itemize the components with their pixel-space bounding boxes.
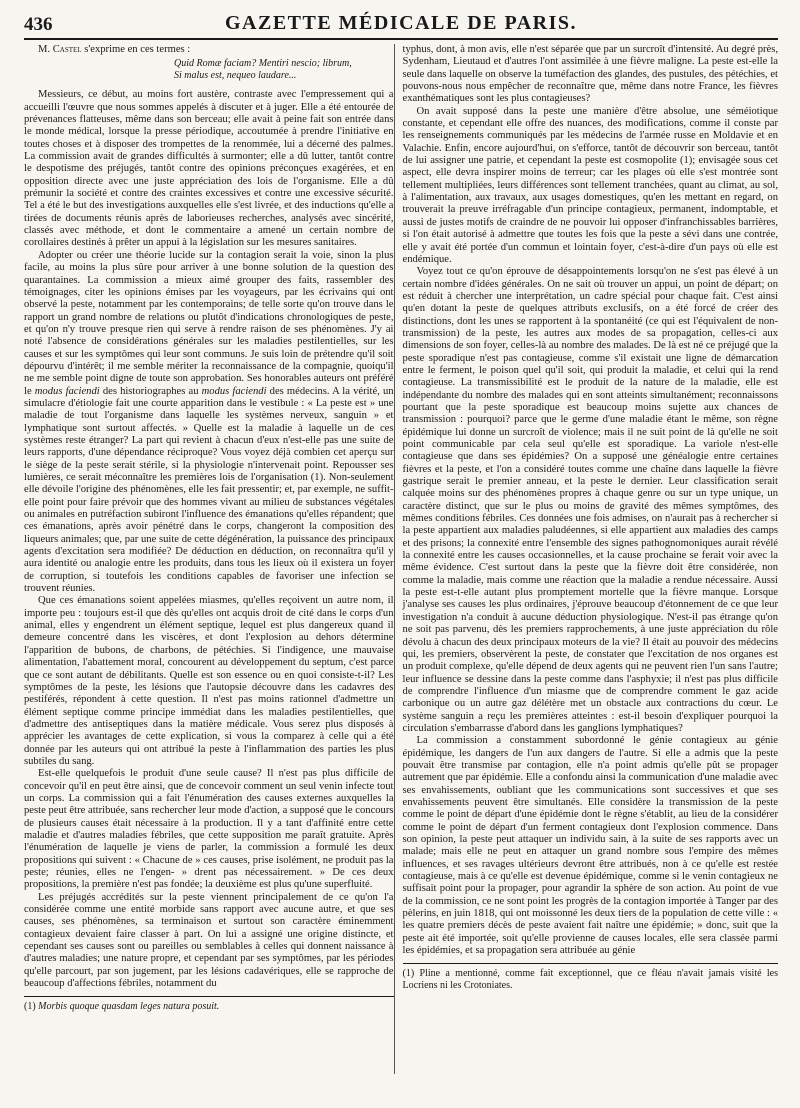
paragraph: Est-elle quelquefois le produit d'une seule cause? Il n'est pas plus difficile de concevoir qu'il en peut être ainsi, que de concevoir comment un seul venin infecte tout un corps. La commission qui a fait l'énumération des causes externes auxquelles la peste peut être attribuée, sans rechercher leur mode d'action, a supposé que le concours de plusieurs causes était nécessaire à la production. Il y a tant d'affinité entre cette maladie et d'autres maladies fébriles, que cette supposition me paraît gratuite. Après l'énumération de laquelle je viens de parler, la commission a formulé les deux propositions qui suivent : « Chacune de » ces causes, prise isolément, ne produit pas la peste; réunies, elles ne l'engen- » drent pas nécessairement. » De ces deux propositions, la première n'est pas fondée; la deuxième est plus qu'une superfluité. [24, 768, 394, 891]
emphasis: modus faciendi [34, 385, 100, 397]
page-header [24, 12, 778, 40]
text-run: des historiographes au [99, 385, 202, 397]
left-column [24, 44, 394, 1074]
emphasis: modus faciendi [201, 385, 267, 397]
paragraph: Que ces émanations soient appelées miasmes, qu'elles reçoivent un autre nom, il importe peu : toujours est-il que dès qu'elles ont acquis droit de cité dans le corps d'un animal, elles y engendrent un élément septique, lequel est plus dangereux quand il demeure concentré dans les viscères, et dont l'explosion au dehors détermine l'apparition de bubons, de charbons, de pétéchies. Si l'indigence, une mauvaise alimentation, l'abattement moral, concourent au développement du septum, c'est parce que ce sont autant de débilitants. Quelle est son essence ou en quoi consiste-t-il? Les symptômes de la peste, les lésions que l'autopsie découvre dans les cadavres des pestiférés, répondent à cette question. Il n'est pas moins rationnel d'admettre un élément septique comme principe immédiat dans les maladies pestilentielles, que d'admettre des antiseptiques dans la matière médicale. Vous serez plus disposés à apprécier les avantages de cette explication, si vous la comparez à celle qui a été donnée par les auteurs qui ont attribué la peste à l'inflammation des parties les plus subtiles du sang. [24, 595, 394, 767]
speaker-name: M. Castel [38, 44, 82, 55]
paragraph [24, 250, 394, 596]
footnote-divider [24, 996, 394, 997]
right-column [394, 44, 778, 1074]
footnote-text: Morbis quoque quasdam leges natura posuit. [38, 1001, 220, 1013]
epigraph-line-1: Quid Romæ faciam? Mentiri nescio; librum, [174, 58, 352, 70]
footnote-text: Pline a mentionné, comme fait exceptionnel, que ce fléau n'avait jamais visité les Locriens ni les Crotoniates. [402, 968, 778, 992]
text-run: Adopter ou créer une théorie lucide sur la contagion serait la voie, sinon la plus facile, au moins la plus sûre pour arriver à une bonne solution de la question des quarantaines. La commission a mieux aimé grouper des faits, rassembler des témoignages, citer les opinions émises par les voyageurs, par les écrivains qui ont observé la peste, notamment par les contemporains; de telle sorte qu'on trouve dans le rapport un grand nombre de relations ou plutôt d'indications chronologiques de peste, et qu'on n'y trouve presque rien qui serve à rendre raison de ses phénomènes. J'y ai noté l'absence de considérations générales sur les maladies pestilentielles, sur les causes et sur les symptômes qui leur sont communs. Je suis loin de prétendre qu'il soit dépourvu d'intérêt; il me semble mériter la reconnaissance de la compagnie, quoiqu'il ne me semble point digne de toute son approbation. Ses honorables auteurs ont préféré le [24, 249, 394, 397]
footnote-marker: (1) [402, 968, 420, 980]
text-run: des médecins. A la vérité, un simulacre d'étiologie fait une courte apparition dans le vestibule : « La peste est » une maladie de tout l'organisme dans laquelle les systèmes nerveux, sanguin » et lymphatique sont surtout affectés. » Quelle est la maladie à laquelle un de ces systèmes reste étranger? La part qui revient à chacun d'eux n'est-elle pas une suite de leurs rapports, d'une dépendance réciproque? Vous voyez déjà combien cet aperçu sur le siège de la peste serait stérile, si la physiologie n'intervenait point. Repousser ses lumières, ce serait méconnaître les premières lois de l'organisation (1). Non-seulement elle dévoile l'origine des phénomènes, elle les fait pressentir; et, par exemple, ne suffit-elle point pour faire prévoir que des hommes vivant au milieu de substances végétales ou animales en putréfaction subiront l'influence des émanations qu'elles répandent; que ces émanations, après avoir pénétré dans le corps, changeront la composition des liqueurs animales; que, par une suite de cette dégénération, la puissance des principaux agents d'excitation sera modifiée? De déduction en déduction, on reconnaîtra qu'il y aura identité ou analogie entre les produits, dans tous les lieux où il existera un foyer de corruption, si toutefois les conditions capables de favoriser une infection se trouvent réunies. [24, 385, 394, 595]
paragraph: typhus, dont, à mon avis, elle n'est séparée que par un surcroît d'intensité. Au degré près, Sydenham, Lieutaud et d'autres l'ont assimilée à une fièvre maligne. La peste est-elle la seule dans laquelle on observe la tuméfaction des glandes, des pustules, des pétéchies, et pouvons-nous nous empêcher de reconnaître que, même dans notre France, les fièvres exanthématiques sont les plus contagieuses? [402, 44, 778, 105]
speaker-intro: s'exprime en ces termes : [81, 44, 191, 55]
epigraph [174, 58, 394, 81]
footnote-marker: (1) [24, 1001, 39, 1013]
paragraph: Voyez tout ce qu'on éprouve de désappointements lorsqu'on ne s'est pas élevé à un certain nombre d'idées générales. On ne sait où trouver un appui, un point de départ; on est réduit à chercher une interprétation, un cadre spécial pour chaque fait. C'est ainsi qu'en dotant la peste de quelques attributs exclusifs, on a été forcé de créer des distinctions, dont les unes se rapportent à la spontanéité (ce qui est l'équivalent de non-transmission) de la peste, les autres aux modes de sa propagation, celles-ci aux dimensions de son foyer, celles-là au nombre des malades. De là est né ce préjugé que la peste sporadique n'est pas contagieuse, comme s'il existait une ligne de démarcation entre le ferment, le poison quel qu'il soit, qui produit la maladie, et celui qui la rend contagieuse. La transmissibilité est le produit de la nature de la maladie, elle est indépendante du nombre des malades qui en sont atteints simultanément; reconnaissons pourtant que la peste sporadique est beaucoup moins sujette aux chances de transmission : pourquoi? parce que le germe d'une maladie étant le même, son règne épidémique lui donne un surcroît de violence; mais il ne suit point de là qu'elle ne soit point communicable par cela seul qu'elle est sporadique. La variole n'est-elle contagieuse que dans ses épidémies? On a supposé une généalogie entre certaines fièvres et la peste, et l'on a considéré toutes comme une chaîne dans laquelle la fièvre gastrique serait le premier anneau, et la peste le dernier. Leur classification serait calquée moins sur des phénomènes propres à chaque genre ou sur un type unique, un caractère distinct, que sur le plus ou moins de gravité des mêmes symptômes, des mêmes conditions fébriles. Ces données une fois admises, on n'aurait pas à rechercher si la peste appartient aux maladies paludéennes, si elle appartient aux maladies des camps et des prisons; la connexité entre l'ensemble des signes pathognomoniques aurait révélé la connexité entre les causes occasionnelles, et la cause prochaine se ferait voir avec la même évidence. C'est surtout dans la peste que la fièvre doit être considérée, non comme la maladie, mais comme une réaction que la maladie a rendue nécessaire. Aussi la peste est-t-elle autant plus promptement mortelle que la fièvre manque. Lorsque j'analyse ses causes les plus ordinaires, j'éprouve beaucoup d'étonnement de ce que leur investigation n'a conduit à aucune déduction physiologique. N'est-il pas étrange qu'on ne soit pas parvenu, dès les premiers rapprochements, à une juste appréciation du rôle dévolu à chacun des deux principaux moteurs de la vie? Il était au pouvoir des médecins qui, les premiers, observèrent la peste, de constater que l'excitation de nos organes est un produit complexe, qu'elle dépend de deux agents qui ne peuvent rien l'un sans l'autre; leur influence se dessine dans la peste comme dans l'asphyxie; il n'est pas plus difficile de comprendre l'influence d'un miasme que de comprendre comment le gaz acide carbonique ou un autre gaz délétère met un obstacle aux contractions du cœur. Le système sanguin a reçu les premières atteintes : est-il besoin d'expliquer pourquoi la circulation s'embarrasse d'abord dans les ganglions lymphatiques? [402, 266, 778, 734]
paragraph: La commission a constamment subordonné le génie contagieux au génie épidémique, les dangers de l'un aux dangers de l'autre. Si elle a admis que la peste pouvait être transmise par contagion, elle n'a point admis qu'elle pût se propager autrement que par épidémie. Elle a confondu ainsi la communication d'une maladie avec ses envahissements, oubliant que les communications sont successives et que ses envahissements peuvent être simultanés. Elle considère la transmission de la peste comme le point de départ d'une épidémie dont le règne s'établit, au lieu de la considérer comme le point de départ d'un ferment contagieux dont l'explosion commence. Dans son opinion, la peste peut attaquer un individu sain, à la suite de ses rapports avec un malade; mais elle ne peut en attaquer un grand nombre sous l'empire des mêmes influences, et ses ravages ultérieurs devront être attribués, non à ce qu'elle est restée contagieuse, mais à ce qu'elle est devenue épidémique, comme si le venin contagieux ne suffisait point pour la propager, pour agrandir la sphère de son action. Au point de vue de la commission, ce ne sont point les progrès de la contagion importée à Tanger par des pèlerins, en juin 1818, qui ont moissonné les deux tiers de la population de cette ville : « les quatre premiers décès de peste avaient fait naître une épidémie; » donc, suit que la peste ait été importée, soit qu'elle provienne de causes locales, elle sera classée parmi les épidémies, et sa propagation sera attribuée au génie [402, 735, 778, 957]
footnote [24, 1001, 394, 1013]
page-number: 436 [24, 14, 53, 35]
paragraph: Messieurs, ce début, au moins fort austère, contraste avec l'empressement qui a accueilli l'œuvre que nous sommes appelés à discuter et à juger. Elle a été entourée de prévenances flatteuses, même dans son berceau; elle avait à peine fait son entrée dans le monde médical, lorsque la presse périodique, accoutumée à prendre l'initiative en toutes choses et à disposer des trompettes de la renommée, lui a décerné des palmes. La commission avait de grandes difficultés à surmonter; elle a dû lutter, tantôt contre le despotisme des préjugés, tantôt contre des opinions préconçues exagérées, et en opposition directe avec une juste appréciation des lois de l'organisme. Elle a dû prémunir la société et contre des craintes excessives et contre une excessive sécurité. Tel a été le but des investigations auxquelles elle s'est livrée, et des inductions qu'elle a tirées de documents réunis après de laborieuses recherches, analysés avec sincérité, classés avec méthode, et dont le commentaire a amené un certain nombre de corollaires destinés à prêter un appui à la législation sur les mesures sanitaires. [24, 89, 394, 249]
journal-title: GAZETTE MÉDICALE DE PARIS. [224, 12, 578, 34]
footnote [403, 968, 778, 992]
epigraph-line-2: Si malus est, nequeo laudare... [174, 69, 297, 81]
article-columns [24, 44, 778, 1074]
speaker-line [24, 44, 394, 56]
paragraph: Les préjugés accrédités sur la peste viennent principalement de ce qu'on l'a considérée comme une entité morbide sans rapport avec aucune autre, et que ses causes, ses phénomènes, sa terminaison et surtout son caractère éminemment contagieux devaient faire classer à part. On lui a assigné une origine distincte, et cependant ses causes sont ou pareilles ou semblables à celles qui donnent naissance à d'autres maladies; une nature propre, et cependant par ses symptômes, par les périodes qu'elle parcourt, par son jugement, par les lésions cadavériques, elle se rapproche de beaucoup d'affections fébriles, notamment du [24, 891, 394, 990]
footnote-divider [403, 963, 778, 964]
paragraph: On avait supposé dans la peste une manière d'être absolue, une séméiotique constante, et cependant elle offre des nuances, des modifications, comme il conste par les renseignements communiqués par les médecins de l'armée russe en Moldavie et en Valachie. Enfin, encore aujourd'hui, on s'efforce, tantôt de découvrir son berceau, tantôt de lui assigner une patrie, et cependant la peste est cosmopolite (1); envisagée sous cet aspect, elle devra inspirer moins de terreur; car les plages où elle s'est montrée sont tellement multipliées, leurs différences sont tellement tranchées, quant au climat, au sol, à l'alimentation, aux travaux, aux usages domestiques, qu'en les mettant en regard, on trouverait la preuve irréfragable d'un principe contagieux, permanent, indomptable, et aussi de justes motifs de craindre de ne pouvoir lui opposer d'infranchissables barrières, si l'on était autorisé à admettre que toutes les fois que la peste a sévi dans une contrée, elle y avait été portée d'un commun et lointain foyer, c'est-à-dire d'un pays où elle est endémique. [402, 105, 778, 265]
